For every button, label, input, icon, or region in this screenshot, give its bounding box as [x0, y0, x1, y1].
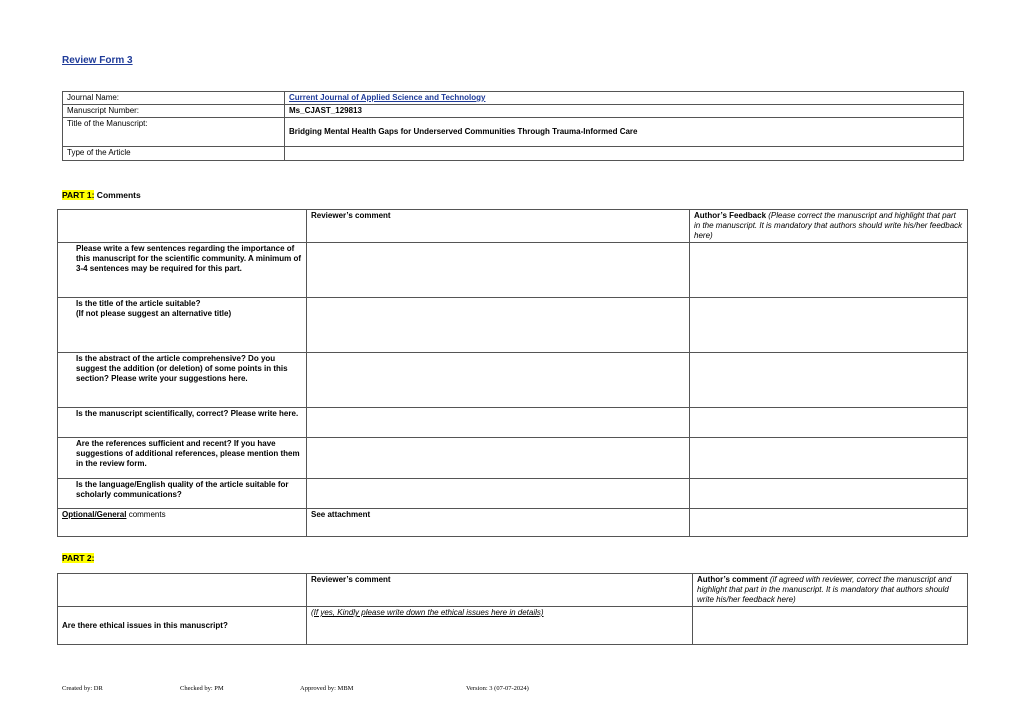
manuscript-title-row — [63, 118, 964, 147]
part2-header-row — [58, 574, 968, 607]
reviewer-comment-cell[interactable] — [307, 298, 690, 353]
question-row — [58, 243, 968, 298]
part1-comments-table — [57, 209, 968, 537]
part1-label: PART 1: — [62, 190, 95, 200]
question-text: Is the manuscript scientifically, correct? Please write here. — [58, 408, 307, 438]
ethics-reviewer-cell[interactable] — [307, 607, 693, 645]
article-type-value[interactable] — [285, 147, 964, 161]
manuscript-title-value: Bridging Mental Health Gaps for Underserved Communities Through Trauma-Informed Care — [285, 118, 964, 147]
question-row — [58, 479, 968, 509]
part1-heading — [62, 190, 141, 200]
manuscript-number-row — [63, 105, 964, 118]
part2-heading — [62, 553, 94, 563]
manuscript-info-table — [62, 91, 964, 161]
optional-comments-row — [58, 509, 968, 537]
question-row — [58, 353, 968, 408]
form-title: Review Form 3 — [62, 55, 133, 66]
part1-header-reviewer: Reviewer’s comment — [307, 210, 690, 243]
author-feedback-cell[interactable] — [690, 479, 968, 509]
part2-header-author-note: (if agreed with reviewer, correct the manuscript and highlight that part in the manuscript. It is mandatory that authors should write his/her feedback here) — [697, 575, 952, 604]
part1-header-row — [58, 210, 968, 243]
optional-label-rest: comments — [126, 510, 166, 519]
author-feedback-cell[interactable] — [690, 243, 968, 298]
manuscript-number-value: Ms_CJAST_129813 — [285, 105, 964, 118]
journal-name-row — [63, 92, 964, 105]
part2-ethics-table — [57, 573, 968, 645]
footer-version: Version: 3 (07-07-2024) — [466, 685, 529, 692]
question-row — [58, 298, 968, 353]
optional-label-bold: Optional/General — [62, 510, 127, 519]
part1-header-author-bold: Author’s Feedback — [694, 211, 767, 220]
reviewer-comment-cell[interactable] — [307, 353, 690, 408]
part2-header-author — [693, 574, 968, 607]
ethics-author-cell[interactable] — [693, 607, 968, 645]
author-feedback-cell[interactable] — [690, 438, 968, 479]
part1-label-rest: Comments — [94, 190, 141, 200]
reviewer-comment-cell[interactable] — [307, 479, 690, 509]
part2-header-reviewer: Reviewer’s comment — [307, 574, 693, 607]
part1-header-author — [690, 210, 968, 243]
reviewer-comment-cell[interactable] — [307, 408, 690, 438]
question-row — [58, 408, 968, 438]
author-feedback-cell[interactable] — [690, 298, 968, 353]
journal-name-value[interactable] — [285, 92, 964, 105]
ethics-question-text: Are there ethical issues in this manuscript? — [58, 607, 307, 645]
question-text: Please write a few sentences regarding the importance of this manuscript for the scientific community. A minimum of 3-4 sentences may be required for this part. — [58, 243, 307, 298]
optional-reviewer-comment[interactable]: See attachment — [307, 509, 690, 537]
reviewer-comment-cell[interactable] — [307, 243, 690, 298]
optional-comments-label — [58, 509, 307, 537]
question-text: Are the references sufficient and recent? If you have suggestions of additional references, please mention them in the review form. — [58, 438, 307, 479]
manuscript-number-label: Manuscript Number: — [63, 105, 285, 118]
part2-header-author-bold: Author’s comment — [697, 575, 768, 584]
journal-name-link[interactable]: Current Journal of Applied Science and Technology — [289, 93, 486, 102]
journal-name-label: Journal Name: — [63, 92, 285, 105]
article-type-row — [63, 147, 964, 161]
question-text: Is the language/English quality of the article suitable for scholarly communications? — [58, 479, 307, 509]
author-feedback-cell[interactable] — [690, 408, 968, 438]
part2-header-blank — [58, 574, 307, 607]
footer-checked-by: Checked by: PM — [180, 685, 224, 692]
part1-header-author-note: (Please correct the manuscript and highlight that part in the manuscript. It is mandatory that authors should write his/her feedback here) — [694, 211, 963, 240]
optional-author-feedback[interactable] — [690, 509, 968, 537]
reviewer-comment-cell[interactable] — [307, 438, 690, 479]
ethics-question-row — [58, 607, 968, 645]
question-text: Is the abstract of the article comprehensive? Do you suggest the addition (or deletion) of some points in this section? Please write your suggestions here. — [58, 353, 307, 408]
ethics-reviewer-hint: (If yes, Kindly please write down the ethical issues here in details) — [311, 608, 544, 617]
footer-approved-by: Approved by: MBM — [300, 685, 354, 692]
question-row — [58, 438, 968, 479]
question-text: Is the title of the article suitable? (If not please suggest an alternative title) — [58, 298, 307, 353]
part2-label: PART 2: — [62, 553, 95, 563]
part1-header-blank — [58, 210, 307, 243]
article-type-label: Type of the Article — [63, 147, 285, 161]
manuscript-title-label: Title of the Manuscript: — [63, 118, 285, 147]
author-feedback-cell[interactable] — [690, 353, 968, 408]
footer-created-by: Created by: DR — [62, 685, 103, 692]
